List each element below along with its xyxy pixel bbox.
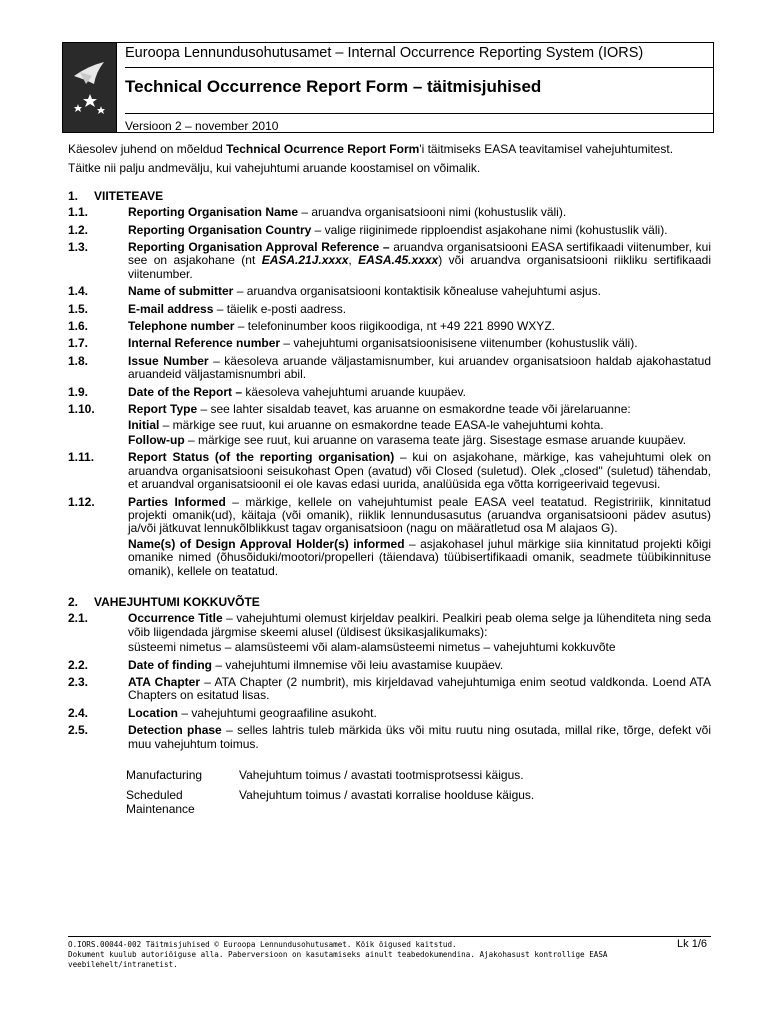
header-agency-line: Euroopa Lennundusohutusamet – Internal Occurrence Reporting System (IORS)	[125, 43, 713, 68]
footer-disclaimer: Dokument kuulub autoriõiguse alla. Paberversioon on kasutamiseks ainult teabedokumendina. Ajakohasust kontrollige EASA veebilehelt/intranetist.	[68, 950, 608, 969]
item-2-1: 2.1. Occurrence Title – vahejuhtumi olemust kirjeldav pealkiri. Pealkiri peab olema selge ja lühenditeta ning seda võib liigendada järgmise skeemi alusel (üldisest üksikasjalikumaks):	[68, 611, 711, 639]
item-2-4: 2.4. Location – vahejuhtumi geograafiline asukoht.	[68, 705, 377, 720]
item-2-1-scheme: süsteemi nimetus – alamsüsteemi või alam-alamsüsteemi nimetus – vahejuhtumi kokkuvõte	[128, 640, 616, 655]
item-1-12-design-approval: Name(s) of Design Approval Holder(s) informed – asjakohasel juhul märkige siia kinnitatud projekti kõigi omanike nimed (õhusõiduki/mootori/propelleri (täiendava) tüübisertifikaadi omanik, seadmete tüübikinnituse omanik), kellele on teatatud.	[128, 536, 711, 578]
detection-phase-description: Vahejuhtum toimus / avastati korralise hoolduse käigus.	[239, 788, 535, 803]
item-1-2: 1.2. Reporting Organisation Country – valige riiginimede ripploendist asjakohane nimi (kohustuslik väli).	[68, 222, 668, 237]
item-1-4: 1.4. Name of submitter – aruandva organisatsiooni kontaktisik kõnealuse vahejuhtumi asjus.	[68, 284, 601, 299]
item-1-9: 1.9. Date of the Report – käesoleva vahejuhtumi aruande kuupäev.	[68, 384, 466, 399]
item-1-6: 1.6. Telephone number – telefoninumber koos riigikoodiga, nt +49 221 8990 WXYZ.	[68, 319, 555, 334]
item-1-11: 1.11. Report Status (of the reporting organisation) – kui on asjakohane, märkige, kas vahejuhtumi olek on aruandva organisatsiooni seisukohast Open (avatud) või Closed (suletud). Olek „closed" (suletud) tähendab, et aruandval organisatsioonil ei ole kavas edasi uurida, analüüsida ega võtta korrigeerivaid tegevusi.	[68, 450, 711, 492]
document-title: Technical Occurrence Report Form – täitmisjuhised	[125, 68, 713, 114]
item-2-3: 2.3. ATA Chapter – ATA Chapter (2 numbrit), mis kirjeldavad vahejuhtumiga enim seotud valdkonda. Loend ATA Chapters on esitatud lisas.	[68, 675, 711, 703]
detection-phase-row	[126, 789, 711, 816]
item-1-10: 1.10. Report Type – see lahter sisaldab teavet, kas aruanne on esmakordne teade või järelaruanne:	[68, 402, 631, 417]
document-body	[68, 143, 711, 823]
section-2-heading: 2. VAHEJUHTUMI KOKKUVÕTE	[68, 594, 260, 609]
easa-logo-icon	[70, 58, 110, 118]
page-number: Lk 1/6	[677, 938, 707, 950]
item-1-8: 1.8. Issue Number – käesoleva aruande väljastamisnumber, kui aruandev organisatsioon haldab ajakohastatud aruandeid väljastamisnumbri abil.	[68, 353, 712, 382]
detection-phase-row	[126, 769, 711, 782]
easa-logo	[63, 43, 117, 132]
footer-copyright: O.IORS.00044-002 Täitmisjuhised © Euroopa Lennundusohutusamet. Kõik õigused kaitstud.	[68, 940, 457, 949]
item-2-2: 2.2. Date of finding – vahejuhtumi ilmnemise või leiu avastamise kuupäev.	[68, 657, 504, 672]
section-1-heading: 1. VIITETEAVE	[68, 188, 164, 203]
intro-paragraph-1: Käesolev juhend on mõeldud Technical Ocurrence Report Form'i täitmiseks EASA teavitamisel vahejuhtumitest.	[68, 142, 674, 156]
document-version: Versioon 2 – november 2010	[125, 119, 279, 133]
document-footer	[68, 936, 711, 970]
detection-phase-label: Scheduled Maintenance	[126, 788, 195, 816]
item-1-1: 1.1. Reporting Organisation Name – aruandva organisatsiooni nimi (kohustuslik väli).	[68, 205, 567, 220]
detection-phase-description: Vahejuhtum toimus / avastati tootmisprotsessi käigus.	[239, 768, 524, 783]
intro-paragraph-2: Täitke nii palju andmevälju, kui vahejuhtumi aruande koostamisel on võimalik.	[68, 161, 481, 176]
header-text-block	[117, 43, 713, 132]
item-1-12: 1.12. Parties Informed – märkige, kellele on vahejuhtumist peale EASA veel teatatud. Registririik, kinnitatud projekti omanik(ud), käitaja (või omanik), riiklik lennundusasutus (aruandva organisatsiooni pädev asutus) ja/või jätkuvat lennukõlblikkust tagav organisatsioon (nagu on määratletud osa M alajaos G).	[68, 494, 711, 536]
item-1-7: 1.7. Internal Reference number – vahejuhtumi organisatsioonisisene viitenumber (kohustuslik väli).	[68, 336, 638, 351]
detection-phase-label: Manufacturing	[126, 768, 203, 783]
item-1-10-initial: Initial – märkige see ruut, kui aruanne on esmakordne teade EASA-le vahejuhtumi kohta.	[128, 417, 604, 432]
item-1-5: 1.5. E-mail address – täielik e-posti aadress.	[68, 301, 347, 316]
item-1-10-follow-up: Follow-up – märkige see ruut, kui aruanne on varasema teate järg. Sisestage esmase aruande kuupäev.	[128, 432, 687, 447]
item-1-3: 1.3. Reporting Organisation Approval Reference – aruandva organisatsiooni EASA sertifikaadi viitenumber, kui see on asjakohane (nt EASA.21J.xxxx, EASA.45.xxxx) või aruandva organisatsiooni riikliku sertifikaadi viitenumber.	[68, 240, 711, 281]
document-header	[62, 42, 714, 133]
item-2-5: 2.5. Detection phase – selles lahtris tuleb märkida üks või mitu ruutu ning osutada, millal rike, tõrge, defekt või muu vahejuhtum toimus.	[68, 723, 711, 751]
